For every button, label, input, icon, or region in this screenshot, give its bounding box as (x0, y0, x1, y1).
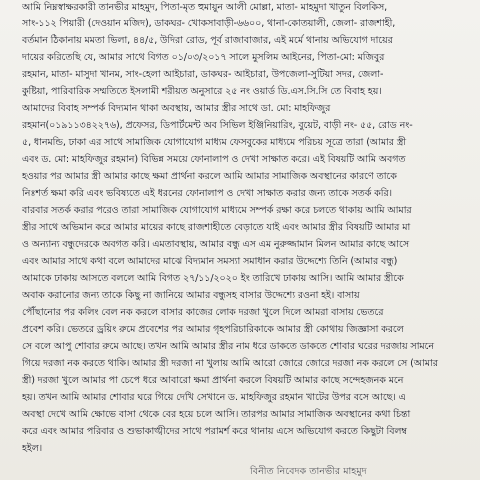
text-line-05: রহমান, মাতা- মাসুদা খানম, সাং-হেলা আইচারা, ডাকঘর- আইচারা, উপজেলা-সুটিয়া সদর, জেলা- (22, 69, 384, 80)
text-line-23: স্ত্রী) দরজা খুলে আমার পা চেপে ধরে আবারো ক্ষমা প্রার্থনা করলে বিষয়টি আমার কাছে সন্দেহজনক মনে (22, 375, 404, 386)
text-line-10: এবং ড. মো: মাহফিজুর রহমান) বিভিন্ন সময়ে ফোনালাপ ও দেখা সাক্ষাত করে। এই বিষয়টি আমি অবগত (22, 154, 406, 165)
text-line-27: হইল। (22, 443, 43, 454)
text-line-20: প্রবেশ করি। ভেতরে ড্রয়িং রুমে প্রবেশের পর আমার গৃহপরিচারিকাকে আমার স্ত্রী কোথায় জিজ্ঞাসা করলে (22, 324, 404, 335)
text-line-09: ৫, ধানমন্ডি, ঢাকা এর সাথে সামাজিক যোগাযোগ মাধ্যম ফেসবুকের মাধ্যমে পরিচয় সূত্রে তারা (আমার স্ত্রী (22, 137, 407, 148)
text-line-26: করে এবং আমার পরিবার ও শুভাকাঙ্খীদের সাথে পরামর্শ করে থানায় এসে অভিযোগ করতে কিছুটা বিলম্ব (22, 426, 407, 437)
text-line-18: অবাক করানোর জন্য তাকে কিছু না জানিয়ে আমার বন্ধুসহ বাসার উদ্দেশ্যে রওনা হই। বাসায় (22, 290, 360, 301)
text-line-07: আমাদের বিবাহ সম্পর্ক বিদ্যমান থাকা অবস্থায়, আমার স্ত্রীর সাথে ডা. মো: মাহফিজুর (22, 103, 331, 114)
text-line-17: আমাকে ঢাকায় আসতে বললে আমি বিগত ২৭/১১/২০২০ ইং তারিখে ঢাকায় আসি। আমি আমার স্ত্রীকে (22, 273, 404, 284)
text-line-13: বারবার সতর্ক করার পরেও তারা সামাজিক যোগাযোগ মাধ্যমে সম্পর্ক রক্ষা করে চলতে থাকায় আমি আমার (22, 205, 412, 216)
signature-fragment: বিনীত নিবেদক তানভীর মাহমুদ (250, 466, 367, 477)
text-line-12: নিঃশর্ত ক্ষমা করি এবং ভবিষ্যতে এই ধরনের ফোনালাপ ও দেখা সাক্ষাত করার জন্য তাকে সতর্ক করি। (22, 188, 392, 199)
text-line-21: সে বলে আপু শোবার রুমে আছে। তখন আমি আমার স্ত্রীর নাম ধরে ডাকতে ডাকতে শোবার ঘরের দরজায় সামনে (22, 341, 434, 352)
text-line-25: অবস্থা দেখে আমি ক্ষোভে বাসা থেকে বের হয়ে চলে আসি। তারপর আমার সামাজিক অবস্থানের কথা চিন্তা (22, 409, 411, 420)
text-line-03: বর্তমান ঠিকানায় মমতা ভিলা, ৪৪/৫, উদিরা রোড, পূর্ব রাজাবাজার, এই মর্মে থানায় অভিযোগ দায়ের (22, 35, 393, 46)
text-line-06: কুষ্টিয়া, পারিবারিক সম্মতিতে ইসলামী শরীয়ত অনুসারে ২৫ নং ওয়ার্ড ডি.এস.সি.সি তে বিবাহ হয়। (22, 86, 382, 97)
text-line-02: সাং-১১২ পিয়ারী (দেওয়ান মজিদ), ডাকঘর- খোকসাবাড়ী-৬৬০০, থানা-কোতয়ালী, জেলা- রাজশাহী, (22, 18, 396, 29)
text-line-01: আমি নিম্নস্বাক্ষরকারী তানভীর মাহমুদ, পিতা-মৃত হুমায়ুন আলী মোল্লা, মাতা- মাহমুদা খাতুন বিলকিস, (22, 2, 388, 13)
text-line-15: ও অন্যান্য বন্ধুদেরকে অবগত করি। এমতাবস্থায়, আমার বন্ধু এস এম নুরুজ্জামান মিলন আমার কাছে আসে (22, 239, 410, 250)
text-line-14: স্ত্রীর সাথে অভিমান করে আমার মায়ের কাছে রাজশাহীতে বেড়াতে যাই এবং আমার স্ত্রীর বিষয়টি আমার মা (22, 222, 411, 233)
text-line-24: হয়। তখন আমি আমার শোবার ঘরে গিয়ে দেখি সেখানে ড. মাহফিজুর রহমান খাটের উপর বসে আছে। এ (22, 392, 406, 403)
text-line-11: হওয়ার পর আমার স্ত্রী আমার কাছে ক্ষমা প্রার্থনা করলে আমি আমার সামাজিক অবস্থানের কারণে তাকে (22, 171, 397, 182)
text-line-19: পৌঁছানোর পর কলিং বেল নক করলে বাসার কাজের লোক দরজা খুলে দিলে আমরা বাসায় ভেতরে (22, 307, 384, 318)
text-line-04: দায়ের করিতেছি যে, আমার সাথে বিগত ০১/০৩/২০১৭ সালে মুসলিম আইনের, পিতা-মো: মজিবুর (22, 52, 385, 63)
text-line-16: এবং আমার সাথে কথা বলে আমাদের মাঝে বিদ্যমান সমস্যা সমাধান করার উদ্দেশ্যে তিনি (আমার বন্ধু) (22, 256, 398, 267)
text-line-08: রহমান(০১৯১১৩৪২২৭৬), প্রফেসর, ডিপার্টমেন্ট অব সিভিল ইঞ্জিনিয়ারিং, বুয়েট, বাড়ী নং- ৫৫, রোড নং- (22, 120, 413, 131)
text-line-22: গিয়ে দরজা নক করতে থাকি। আমার স্ত্রী দরজা না খুলায় আমি আরো জোরে জোরে দরজা নক করলে সে (আমার (22, 358, 438, 369)
